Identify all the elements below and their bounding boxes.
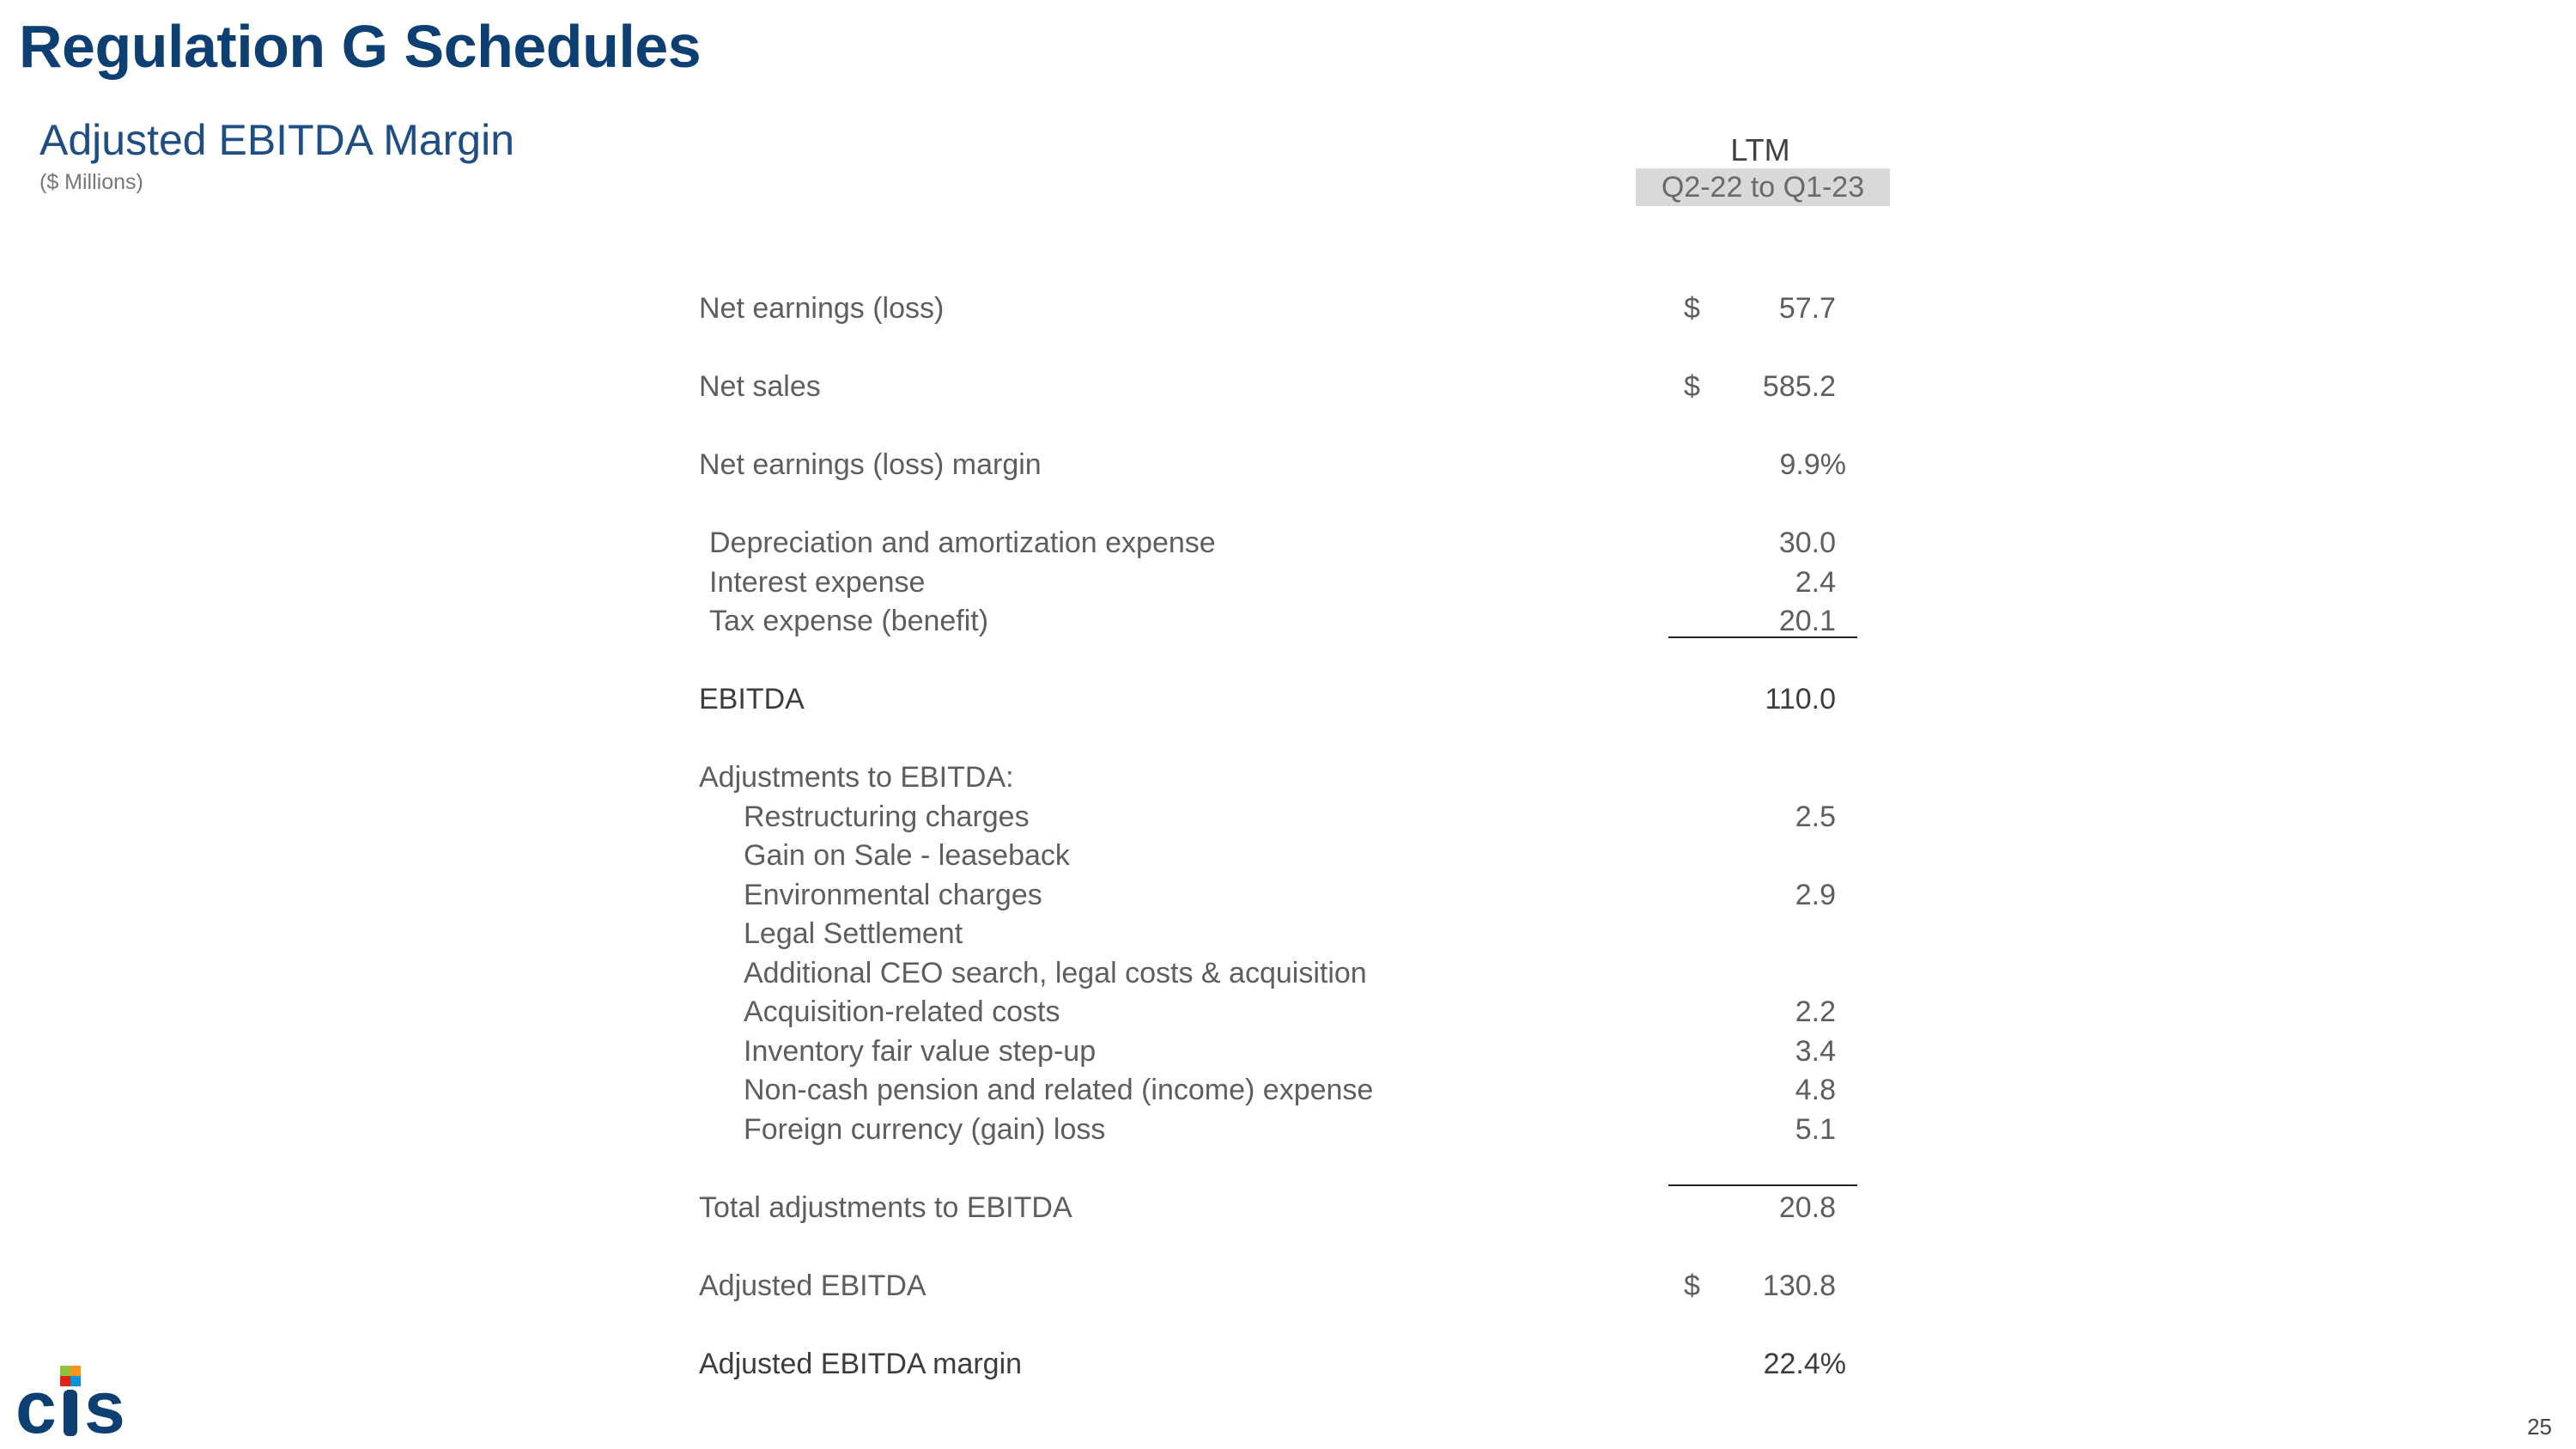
logo-square-blue <box>70 1376 81 1386</box>
logo-t-stem <box>64 1390 77 1436</box>
table-row <box>0 601 2576 641</box>
row-label: Acquisition-related costs <box>744 995 1060 1028</box>
row-value: 22.4% <box>1763 1348 1846 1380</box>
row-label: Restructuring charges <box>744 801 1030 833</box>
row-label: Adjustments to EBITDA: <box>699 761 1014 794</box>
row-value: 2.9 <box>1795 879 1836 911</box>
currency-symbol: $ <box>1684 292 1700 325</box>
logo-square-green <box>60 1366 70 1376</box>
logo-wordmark-s: s <box>84 1367 125 1441</box>
row-label: Gain on Sale - leaseback <box>744 839 1070 872</box>
table-row <box>0 367 2576 406</box>
section-subtitle: Adjusted EBITDA Margin <box>39 116 515 164</box>
row-value: 2.2 <box>1795 995 1836 1028</box>
column-header-period: Q2-22 to Q1-23 <box>1636 168 1890 206</box>
row-value: 20.1 <box>1778 605 1836 637</box>
table-row <box>0 445 2576 484</box>
table-row <box>0 1344 2576 1384</box>
table-row <box>0 1070 2576 1110</box>
cts-logo <box>15 1364 153 1441</box>
row-value: 30.0 <box>1778 527 1836 559</box>
logo-square-orange <box>70 1366 81 1376</box>
table-row <box>0 875 2576 915</box>
table-row <box>0 836 2576 875</box>
row-value: 110.0 <box>1765 683 1836 715</box>
table-row <box>0 563 2576 602</box>
row-label: Adjusted EBITDA margin <box>699 1348 1023 1380</box>
row-label: Foreign currency (gain) loss <box>744 1113 1106 1146</box>
table-row <box>0 1032 2576 1071</box>
row-label: Non-cash pension and related (income) expense <box>744 1074 1374 1106</box>
table-row <box>0 1266 2576 1306</box>
table-row <box>0 797 2576 837</box>
table-row <box>0 523 2576 563</box>
row-label: Net earnings (loss) margin <box>699 448 1042 481</box>
table-row <box>0 953 2576 993</box>
row-value: 585.2 <box>1762 370 1836 403</box>
row-value: 57.7 <box>1778 292 1836 325</box>
subtotal-rule <box>1668 1184 1857 1186</box>
logo-square-red <box>60 1376 70 1386</box>
units-note: ($ Millions) <box>39 170 143 194</box>
row-label: Legal Settlement <box>744 917 963 950</box>
table-row <box>0 1110 2576 1149</box>
subtotal-rule <box>1668 636 1857 638</box>
row-value: 9.9% <box>1779 448 1846 481</box>
row-value: 2.5 <box>1795 801 1836 833</box>
row-label: Adjusted EBITDA <box>699 1269 927 1302</box>
table-row <box>0 1188 2576 1227</box>
page-number: 25 <box>2527 1414 2552 1440</box>
row-value: 130.8 <box>1762 1269 1836 1302</box>
row-value: 5.1 <box>1795 1113 1836 1146</box>
column-header-ltm: LTM <box>1730 132 1790 167</box>
table-row <box>0 914 2576 953</box>
row-label: Inventory fair value step-up <box>744 1035 1097 1068</box>
row-value: 2.4 <box>1795 566 1836 599</box>
currency-symbol: $ <box>1684 1269 1700 1302</box>
logo-wordmark: c <box>15 1367 53 1441</box>
currency-symbol: $ <box>1684 370 1700 403</box>
row-label: Net sales <box>699 370 821 403</box>
row-value: 3.4 <box>1795 1035 1836 1068</box>
table-row <box>0 992 2576 1032</box>
table-row <box>0 679 2576 719</box>
row-label: Net earnings (loss) <box>699 292 945 325</box>
table-row <box>0 758 2576 797</box>
table-row <box>0 289 2576 328</box>
page-title: Regulation G Schedules <box>19 13 702 80</box>
row-label: Total adjustments to EBITDA <box>699 1191 1072 1224</box>
row-label: Depreciation and amortization expense <box>709 527 1216 559</box>
row-value: 4.8 <box>1795 1074 1836 1106</box>
row-label: Tax expense (benefit) <box>709 605 989 637</box>
row-label: Interest expense <box>709 566 926 599</box>
row-label: Additional CEO search, legal costs & acquisition <box>744 957 1367 989</box>
row-label: Environmental charges <box>744 879 1042 911</box>
row-value: 20.8 <box>1778 1191 1836 1224</box>
row-label: EBITDA <box>699 683 805 715</box>
